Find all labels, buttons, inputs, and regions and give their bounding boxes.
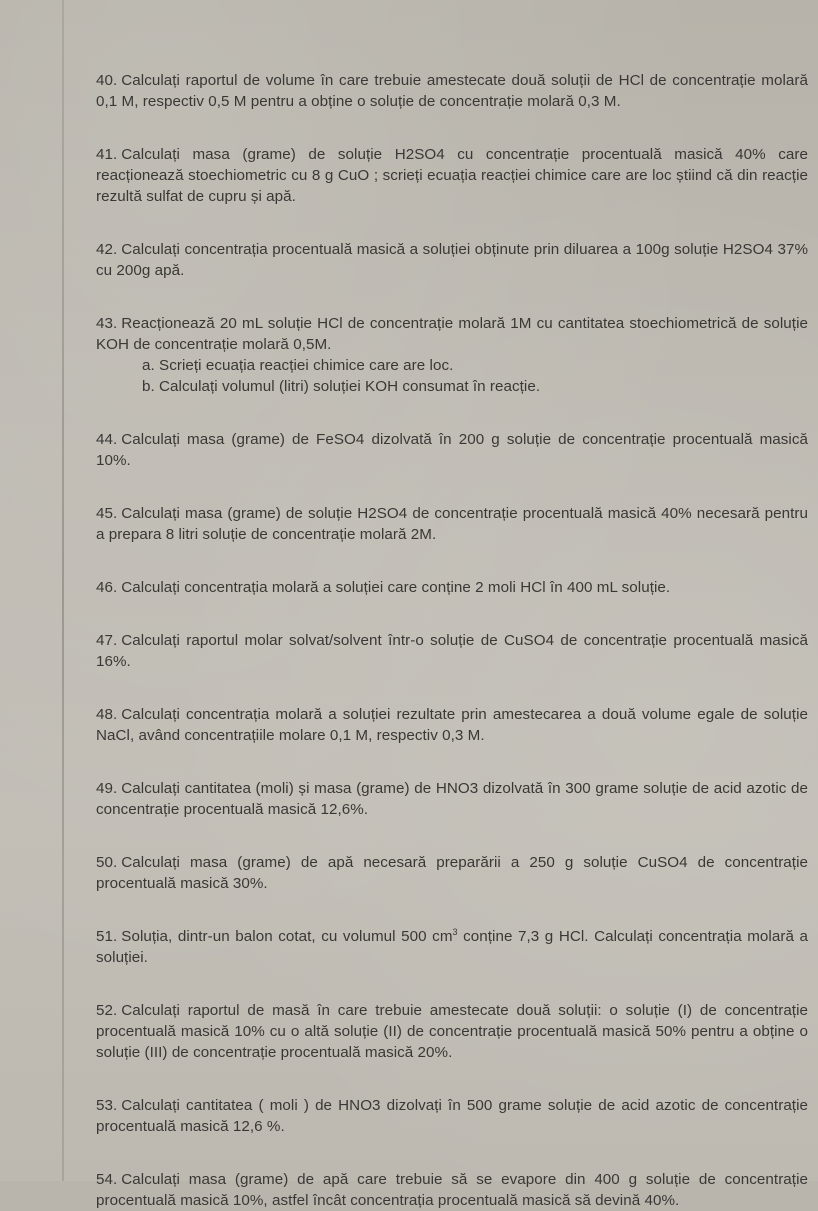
problem-number: 43. (96, 315, 118, 332)
problem-text: Calculați raportul de masă în care trebuie amestecate două soluții: o soluție (I) de concentrație procentuală masică 10% cu o altă soluție (II) de concentrație procentuală masică 50% pentru a obține o soluție (III) de concentrație procentuală masică 20%. (96, 1002, 808, 1061)
problem-number: 51. (96, 928, 118, 945)
problem-number: 50. (96, 854, 118, 871)
problem-number: 53. (96, 1097, 118, 1114)
problem-text: Calculați raportul de volume în care trebuie amestecate două soluții de HCl de concentrație molară 0,1 M, respectiv 0,5 M pentru a obține o soluție de concentrație molară 0,3 M. (96, 72, 808, 110)
superscript-exponent: 3 (452, 926, 458, 937)
problem-number: 44. (96, 431, 118, 448)
problem-50 (96, 852, 808, 894)
problem-text: Calculați masa (grame) de apă care trebuie să se evapore din 400 g soluție de concentrație procentuală masică 10%, astfel încât concentrația procentuală masică să devină 40%. (96, 1171, 808, 1209)
problem-52 (96, 1000, 808, 1063)
problem-text: Calculați concentrația procentuală masică a soluției obținute prin diluarea a 100g soluție H2SO4 37% cu 200g apă. (96, 241, 808, 279)
problem-number: 42. (96, 241, 118, 258)
problem-list (96, 70, 808, 1211)
problem-54 (96, 1169, 808, 1211)
problem-45 (96, 503, 808, 545)
problem-number: 40. (96, 72, 118, 89)
problem-43 (96, 313, 808, 355)
problem-43-subitem-a: a. Scrieți ecuația reacției chimice care are loc. (142, 357, 454, 374)
problem-42 (96, 239, 808, 281)
page-fold-line (62, 0, 64, 1181)
problem-text-end: conține 7,3 g HCl. Calculați concentrația molară a soluției. (96, 928, 808, 966)
problem-text: Calculați concentrația molară a soluției care conține 2 moli HCl în 400 mL soluție. (121, 579, 671, 596)
problem-49 (96, 778, 808, 820)
problem-53 (96, 1095, 808, 1137)
problem-number: 48. (96, 706, 118, 723)
problem-text: Calculați cantitatea ( moli ) de HNO3 dizolvați în 500 grame soluție de acid azotic de concentrație procentuală masică 12,6 %. (96, 1097, 808, 1135)
problem-number: 41. (96, 146, 118, 163)
problem-text: Calculați masa (grame) de FeSO4 dizolvată în 200 g soluție de concentrație procentuală masică 10%. (96, 431, 808, 469)
problem-number: 45. (96, 505, 118, 522)
problem-text: Calculați cantitatea (moli) și masa (grame) de HNO3 dizolvată în 300 grame soluție de acid azotic de concentrație procentuală masică 12,6%. (96, 780, 808, 818)
problem-43-subitem-b: b. Calculați volumul (litri) soluției KOH consumat în reacție. (142, 378, 541, 395)
problem-number: 47. (96, 632, 118, 649)
problem-text: Calculați masa (grame) de soluție H2SO4 cu concentrație procentuală masică 40% care reacționează stoechiometric cu 8 g CuO ; scrieți ecuația reacției chimice care are loc știind că din reacție rezultă sulfat de cupru și apă. (96, 146, 808, 205)
problem-text: Calculați masa (grame) de soluție H2SO4 de concentrație procentuală masică 40% necesară pentru a prepara 8 litri soluție de concentrație molară 2M. (96, 505, 808, 543)
problem-44 (96, 429, 808, 471)
problem-47 (96, 630, 808, 672)
problem-text: Calculați raportul molar solvat/solvent într-o soluție de CuSO4 de concentrație procentuală masică 16%. (96, 632, 808, 670)
problem-number: 52. (96, 1002, 118, 1019)
problem-text: Reacționează 20 mL soluție HCl de concentrație molară 1M cu cantitatea stoechiometrică de soluție KOH de concentrație molară 0,5M. (96, 315, 808, 353)
problem-number: 54. (96, 1171, 118, 1188)
problem-number: 46. (96, 579, 118, 596)
problem-40 (96, 70, 808, 112)
problem-41 (96, 144, 808, 207)
problem-46 (96, 577, 808, 598)
problem-number: 49. (96, 780, 118, 797)
problem-text: Calculați concentrația molară a soluției rezultate prin amestecarea a două volume egale de soluție NaCl, având concentrațiile molare 0,1 M, respectiv 0,3 M. (96, 706, 808, 744)
problem-text: Calculați masa (grame) de apă necesară preparării a 250 g soluție CuSO4 de concentrație procentuală masică 30%. (96, 854, 808, 892)
problem-text-start: Soluția, dintr-un balon cotat, cu volumul 500 cm (121, 928, 453, 945)
problem-51 (96, 926, 808, 968)
problem-48 (96, 704, 808, 746)
